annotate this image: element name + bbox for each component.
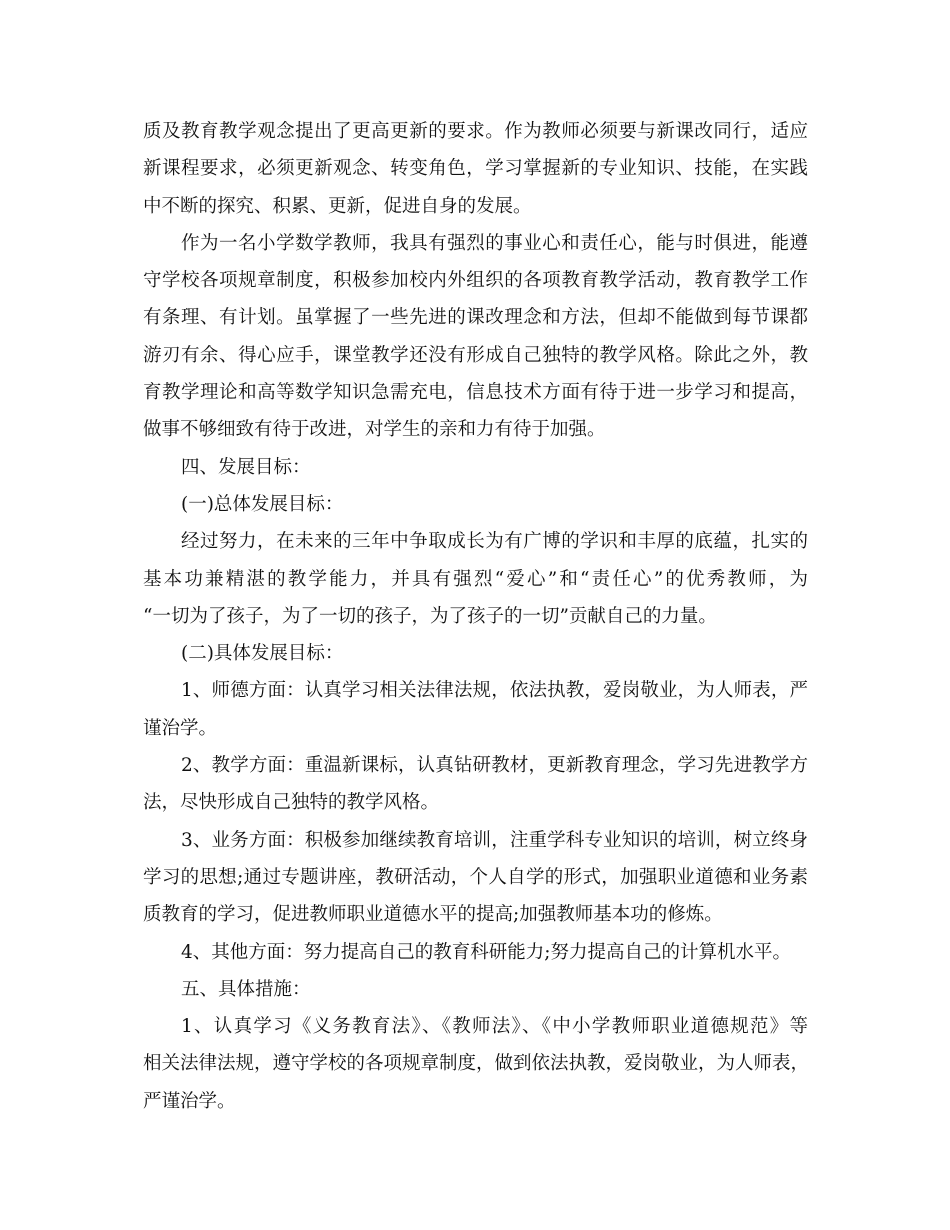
section-heading: 四、发展目标： xyxy=(181,456,311,478)
text-line: 严谨治学。 xyxy=(143,1090,236,1112)
section-heading: 五、具体措施： xyxy=(181,978,311,1000)
text-line: 4、其他方面：努力提高自己的教育科研能力;努力提高自己的计算机水平。 xyxy=(181,941,792,963)
text-line: 2、教学方面：重温新课标，认真钻研教材，更新教育理念，学习先进教学方 xyxy=(181,755,808,777)
text-line: 作为一名小学数学教师，我具有强烈的事业心和责任心，能与时俱进，能遵 xyxy=(181,232,808,254)
text-line: 相关法律法规，遵守学校的各项规章制度，做到依法执教，爱岗敬业，为人师表， xyxy=(143,1053,810,1075)
text-line: 3、业务方面：积极参加继续教育培训，注重学科专业知识的培训，树立终身 xyxy=(181,829,808,851)
text-line: “一切为了孩子，为了一切的孩子，为了孩子的一切”贡献自己的力量。 xyxy=(143,605,717,627)
text-line: 经过努力，在未来的三年中争取成长为有广博的学识和丰厚的底蕴，扎实的 xyxy=(181,531,808,553)
text-line: 新课程要求，必须更新观念、转变角色，学习掌握新的专业知识、技能，在实践 xyxy=(143,158,808,180)
text-line: 游刃有余、得心应手，课堂教学还没有形成自己独特的教学风格。除此之外，教 xyxy=(143,344,808,366)
text-line: 质教育的学习，促进教师职业道德水平的提高;加强教师基本功的修炼。 xyxy=(143,904,723,926)
text-line: 守学校各项规章制度，积极参加校内外组织的各项教育教学活动，教育教学工作 xyxy=(143,270,808,292)
text-line: 育教学理论和高等数学知识急需充电，信息技术方面有待于进一步学习和提高， xyxy=(143,382,808,404)
subsection-heading: (二)具体发展目标： xyxy=(181,643,344,665)
text-line: 基本功兼精湛的教学能力，并具有强烈“爱心”和“责任心”的优秀教师，为 xyxy=(143,568,808,590)
text-line: 学习的思想;通过专题讲座，教研活动，个人自学的形式，加强职业道德和业务素 xyxy=(143,866,808,888)
text-line: 中不断的探究、积累、更新，促进自身的发展。 xyxy=(143,195,532,217)
text-line: 质及教育教学观念提出了更高更新的要求。作为教师必须要与新课改同行，适应 xyxy=(143,121,808,142)
text-line: 法，尽快形成自己独特的教学风格。 xyxy=(143,792,440,814)
text-line: 做事不够细致有待于改进，对学生的亲和力有待于加强。 xyxy=(143,419,606,441)
text-line: 1、师德方面：认真学习相关法律法规，依法执教，爱岗敬业，为人师表，严 xyxy=(181,680,808,702)
text-line: 谨治学。 xyxy=(143,717,218,739)
text-line: 1、认真学习《义务教育法》、《教师法》、《中小学教师职业道德规范》等 xyxy=(181,1016,808,1038)
text-line: 有条理、有计划。虽掌握了一些先进的课改理念和方法，但却不能做到每节课都 xyxy=(143,307,808,329)
document-body xyxy=(143,113,808,1120)
subsection-heading: (一)总体发展目标： xyxy=(181,493,344,515)
